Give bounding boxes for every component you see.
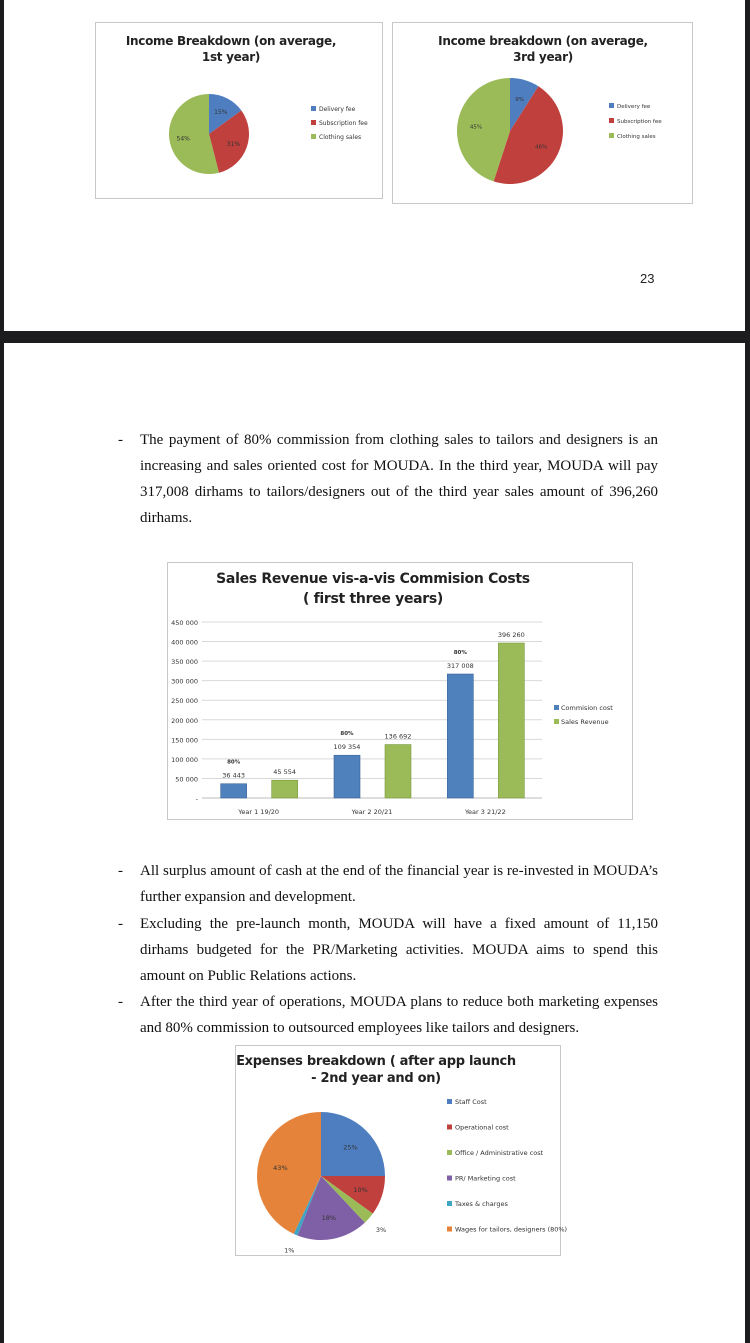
bar-value-label: 109 354 (333, 743, 361, 752)
legend-swatch (447, 1125, 452, 1130)
x-tick-label: Year 3 21/22 (464, 808, 506, 816)
legend-label: Staff Cost (455, 1098, 487, 1106)
legend-label: Sales Revenue (561, 718, 609, 726)
bar (272, 780, 298, 798)
legend-label: Subscription fee (617, 119, 662, 125)
bullet-paragraph: - After the third year of operations, MOUDA plans to reduce both marketing expenses and 80% commission to outsourced employees like tailors and designers. (118, 994, 658, 1036)
slice-label: 3% (375, 1225, 387, 1234)
income-pie-chart-year1 (95, 22, 383, 199)
bar (498, 643, 524, 798)
slice-label: 45% (469, 124, 483, 131)
y-tick-label: 300 000 (171, 677, 198, 686)
bar-value-label: 396 260 (497, 631, 525, 640)
legend-swatch (447, 1201, 452, 1206)
y-tick-label: - (195, 795, 198, 803)
y-tick-label: 100 000 (171, 755, 198, 764)
legend-label: PR/ Marketing cost (455, 1174, 516, 1183)
legend-label: Clothing sales (319, 134, 362, 141)
bar-annotation: 80% (227, 759, 241, 766)
chart-title: Income Breakdown (on average, 1st year) (125, 34, 337, 64)
slice-label: 1% (284, 1246, 295, 1255)
bar-annotation: 80% (453, 650, 467, 657)
sales-vs-commission-bar-chart (167, 562, 633, 820)
chart-subtitle: ( first three years) (302, 591, 444, 607)
legend-swatch (311, 106, 316, 111)
legend-label: Delivery fee (319, 106, 356, 113)
legend-label: Taxes & charges (455, 1200, 508, 1208)
slice-label: 54% (176, 135, 190, 143)
income-pie-chart-year3 (392, 22, 693, 204)
legend-label: Office / Administrative cost (455, 1149, 544, 1157)
legend-swatch (447, 1227, 452, 1232)
bullet-dash: - (118, 432, 123, 448)
legend-swatch (609, 118, 614, 123)
legend-swatch (554, 719, 559, 724)
y-tick-label: 250 000 (171, 697, 198, 706)
slice-label: 9% (515, 96, 524, 103)
chart-title: Expenses breakdown ( after app launch - 2nd year and on) (236, 1054, 516, 1086)
legend-label: Operational cost (455, 1123, 509, 1132)
bullet-paragraph: - All surplus amount of cash at the end of the financial year is re-invested in MOUDA’s further expansion and development. (118, 863, 658, 905)
slice-label: 46% (535, 144, 548, 151)
bar (221, 784, 247, 798)
legend-label: Wages for tailors, designers (80%) (455, 1225, 568, 1234)
legend-swatch (311, 134, 316, 139)
bar-annotation: 80% (340, 731, 354, 738)
bar-value-label: 36 443 (222, 771, 246, 780)
bar-value-label: 45 554 (273, 768, 297, 777)
x-tick-label: Year 2 20/21 (351, 808, 393, 816)
slice-label: 18% (321, 1213, 337, 1222)
bar (447, 674, 473, 798)
legend-swatch (447, 1099, 452, 1104)
bar (334, 755, 360, 798)
chart-title: Sales Revenue vis-a-vis Commision Costs (216, 571, 530, 587)
legend-swatch (554, 705, 559, 710)
x-tick-label: Year 1 19/20 (238, 808, 280, 816)
legend-swatch (609, 103, 614, 108)
legend-swatch (447, 1176, 452, 1181)
chart-title: Income breakdown (on average, 3rd year) (438, 34, 648, 64)
y-tick-label: 350 000 (171, 658, 198, 667)
slice-label: 15% (214, 108, 228, 116)
slice-label: 10% (353, 1185, 368, 1194)
y-tick-label: 50 000 (175, 775, 198, 784)
legend-label: Clothing sales (617, 134, 656, 140)
bullet-paragraph: - The payment of 80% commission from clothing sales to tailors and designers is an increasing and sales oriented cost for MOUDA. In the third year, MOUDA will pay 317,008 dirhams to tailors/designers out of the third year sales amount of 396,260 dirhams. (118, 427, 658, 531)
bullet-paragraph: - Excluding the pre-launch month, MOUDA will have a fixed amount of 11,150 dirhams budgeted for the PR/Marketing activities. MOUDA aims to spend this amount on Public Relations actions. (118, 916, 658, 984)
y-tick-label: 200 000 (171, 716, 198, 725)
slice-label: 31% (226, 140, 241, 148)
document-page-23 (4, 0, 745, 331)
bar-value-label: 317 008 (446, 662, 474, 671)
slice-label: 43% (273, 1163, 288, 1172)
legend-swatch (311, 120, 316, 125)
legend-label: Commision cost (561, 704, 613, 712)
legend-swatch (447, 1150, 452, 1155)
bar-value-label: 136 692 (384, 732, 412, 741)
bar (385, 745, 411, 798)
legend-swatch (609, 133, 614, 138)
y-tick-label: 150 000 (171, 736, 198, 745)
document-page-24 (4, 343, 745, 1343)
page-number: 23 (640, 271, 655, 286)
legend-label: Delivery fee (617, 104, 651, 110)
legend-label: Subscription fee (319, 120, 368, 127)
slice-label: 25% (343, 1143, 358, 1152)
expenses-pie-chart (235, 1045, 568, 1256)
y-tick-label: 400 000 (171, 638, 198, 647)
y-tick-label: 450 000 (171, 619, 198, 627)
